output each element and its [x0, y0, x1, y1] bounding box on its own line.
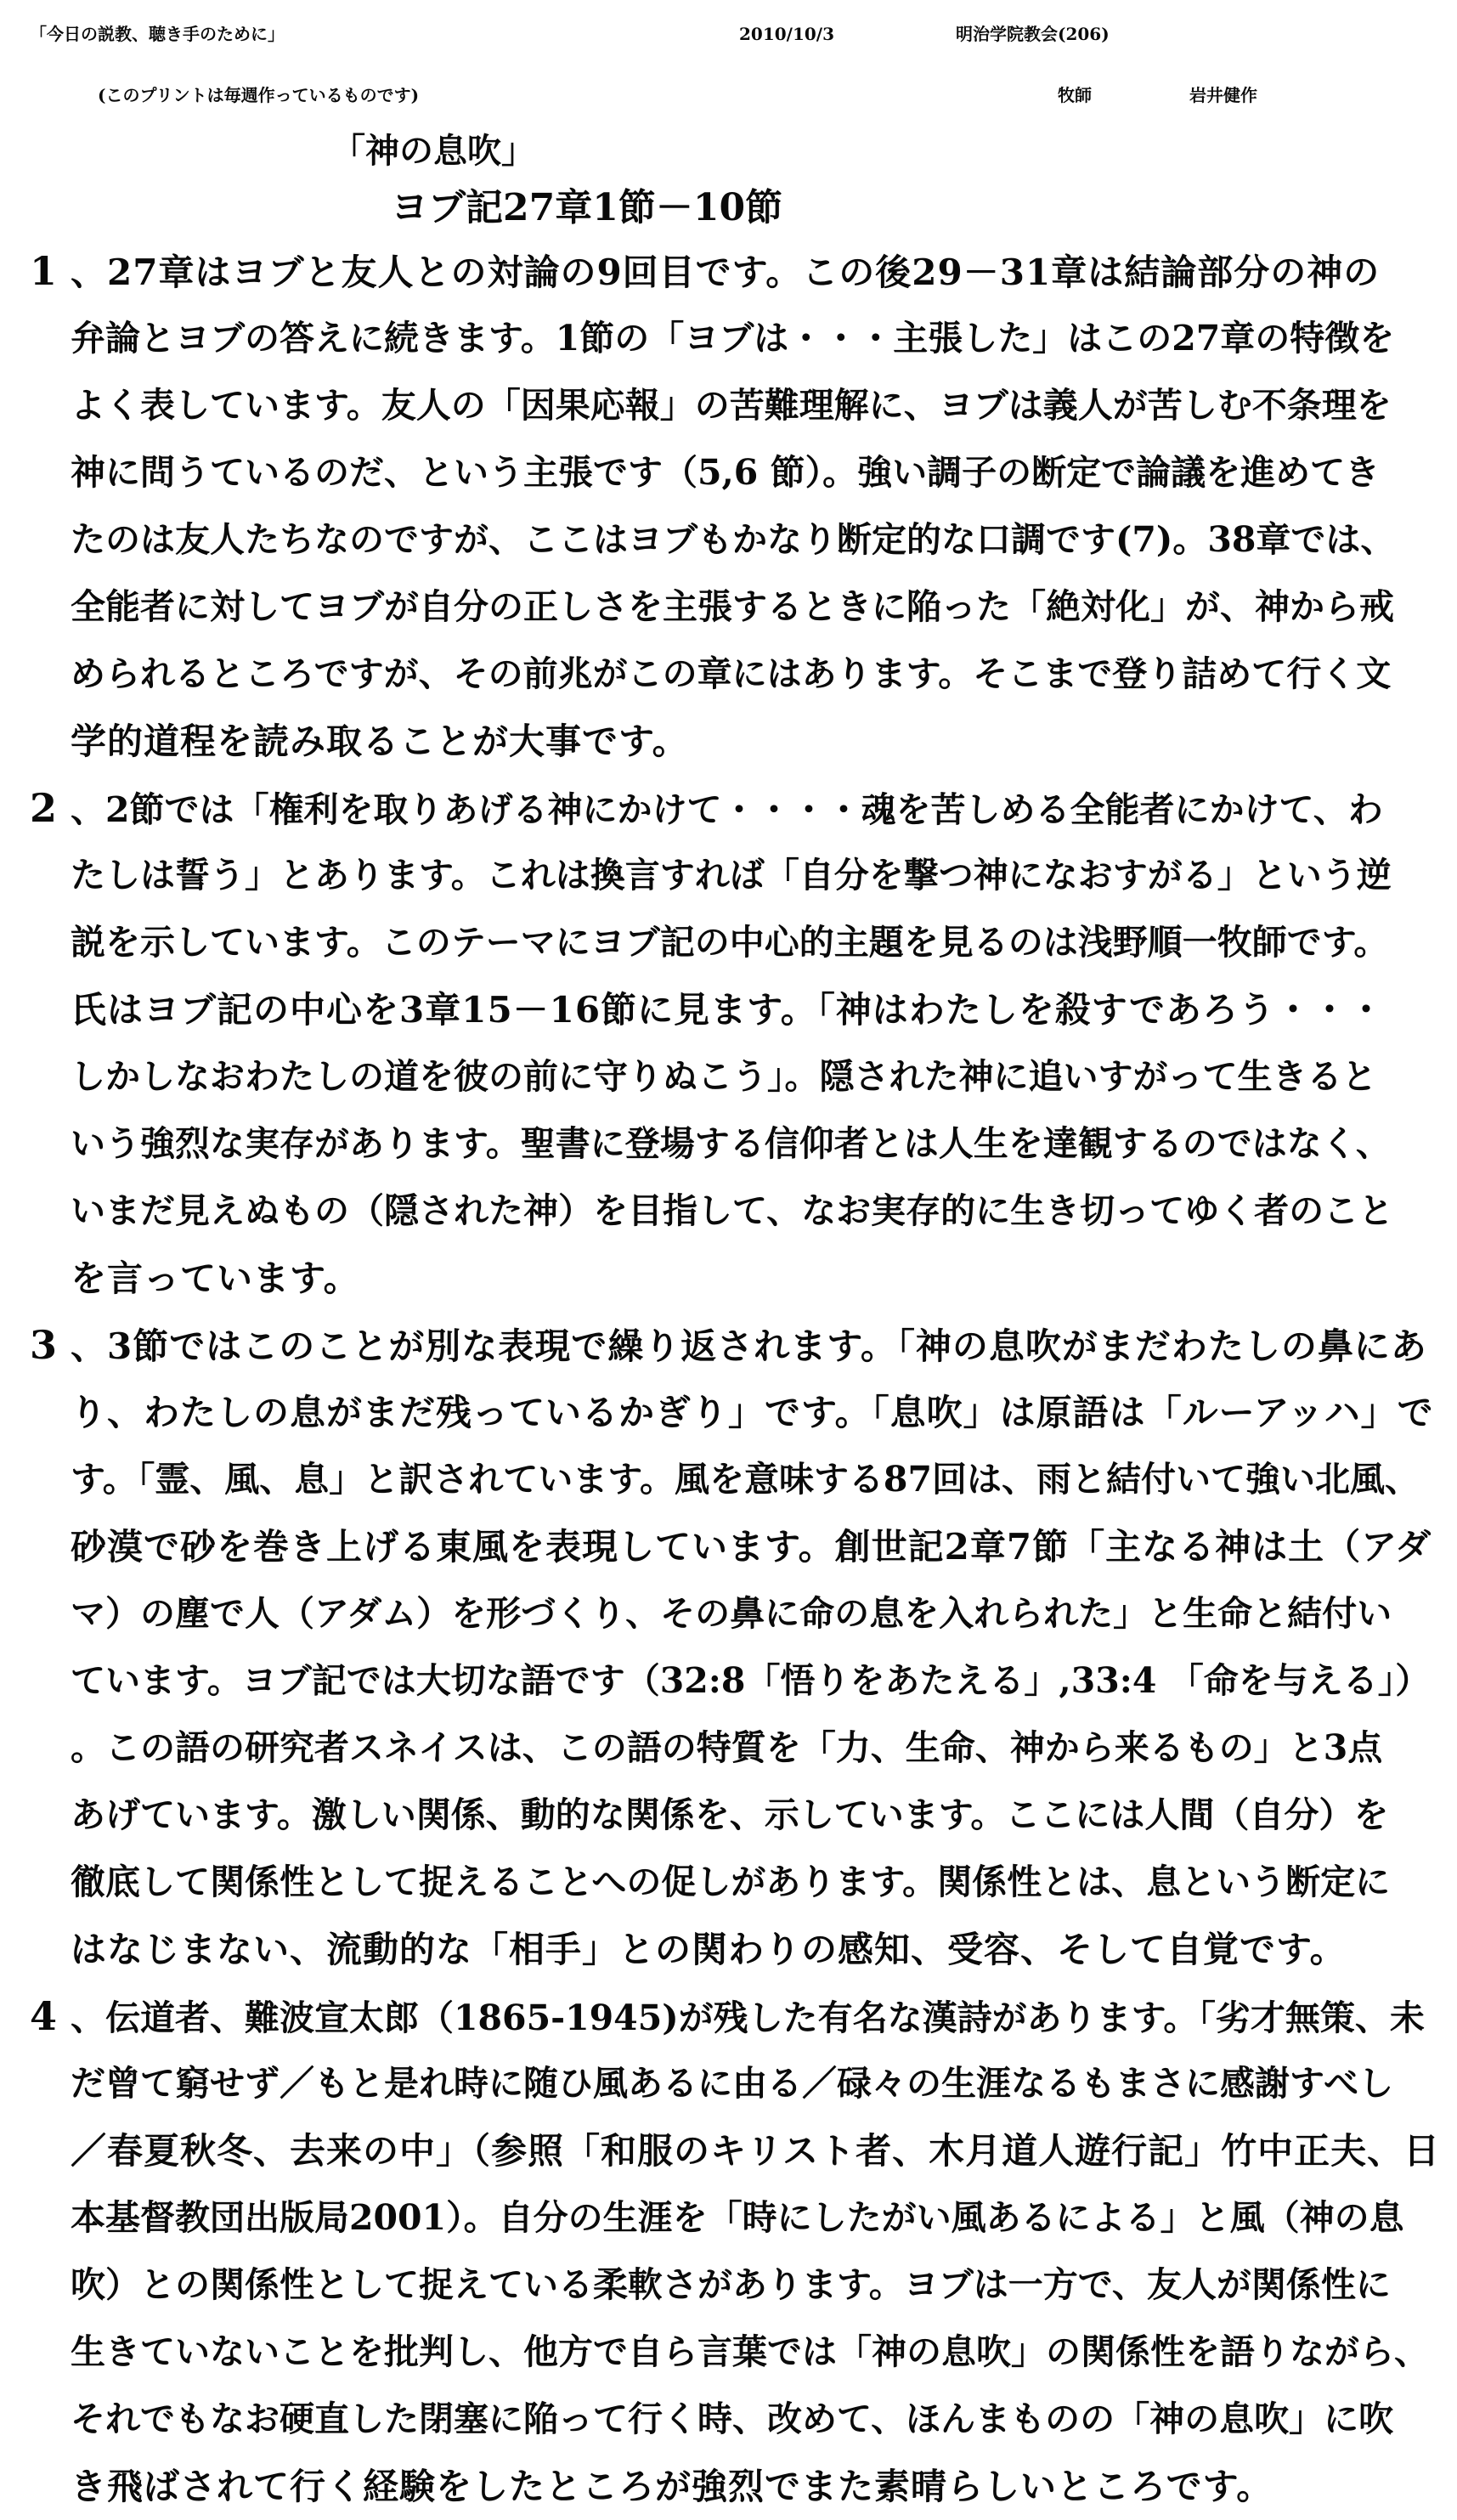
paragraph-2-line: 氏はヨブ記の中心を3章15－16節に見ます。「神はわたしを殺すであろう・・・	[71, 989, 1386, 1031]
paragraph-number: 2	[30, 785, 58, 831]
paragraph-4-line: き飛ばされて行く経験をしたところが強烈でまた素晴らしいところです。	[71, 2466, 1273, 2507]
paragraph-3-line: ています。ヨブ記では大切な語です（32:8「悟りをあたえる」,33:4 「命を与える」）	[71, 1660, 1431, 1701]
series-title: 「今日の説教、聴き手のために」	[30, 24, 285, 44]
paragraph-2-line: いう強烈な実存があります。聖書に登場する信仰者とは人生を達観するのではなく、	[71, 1123, 1391, 1164]
paragraph-number: 3	[30, 1322, 59, 1368]
pastor-name: 岩井健作	[1189, 85, 1257, 105]
sermon-title: 「神の息吹」	[331, 131, 535, 171]
church-name: 明治学院教会(206)	[956, 24, 1110, 44]
paragraph-1-line: 神に問うているのだ、という主張です（5,6 節）。強い調子の断定で論議を進めてき	[71, 452, 1381, 493]
sermon-body	[30, 238, 1440, 2520]
paragraph-4-line: 吹）との関係性として捉えている柔軟さがあります。ヨブは一方で、友人が関係性に	[71, 2264, 1391, 2305]
paragraph-2-line: いまだ見えぬもの（隠された神）を目指して、なお実存的に生き切ってゆく者のこと	[71, 1190, 1394, 1231]
paragraph-number: 1	[30, 248, 59, 294]
paragraph-2-line: 説を示しています。このテーマにヨブ記の中心的主題を見るのは浅野順一牧師です。	[71, 922, 1389, 963]
paragraph-3-line: 徹底して関係性として捉えることへの促しがあります。関係性とは、息という断定に	[71, 1862, 1391, 1902]
paragraph-number: 4	[30, 1993, 58, 2039]
paragraph-3-line-1: 3 、3節ではこのことが別な表現で繰り返されます。「神の息吹がまだわたしの鼻にあ	[30, 1312, 1440, 1379]
pastor-role: 牧師	[1058, 85, 1092, 105]
paragraph-3-line: 。この語の研究者スネイスは、この語の特質を「力、生命、神から来るもの」と3点	[71, 1727, 1383, 1768]
paragraph-4-line-1: 4 、伝道者、難波宣太郎（1865-1945)が残した有名な漢詩があります。「劣才無策、未	[30, 1983, 1440, 2050]
paragraph-2-line: たしは誓う」とあります。これは換言すれば「自分を撃つ神になおすがる」という逆	[71, 855, 1392, 896]
paragraph-4-line: だ曾て窮せず／もと是れ時に随ひ風あるに由る／碌々の生涯なるもまさに感謝すべし	[71, 2063, 1394, 2104]
paragraph-3-line: マ）の塵で人（アダム）を形づくり、その鼻に命の息を入れられた」と生命と結付い	[71, 1593, 1392, 1634]
header-row-2	[0, 70, 1457, 121]
paragraph-3-line: り、わたしの息がまだ残っているかぎり」です。「息吹」は原語は「ルーアッハ」で	[71, 1392, 1434, 1433]
header-row-1	[0, 8, 1457, 59]
paragraph-3-line: す。「霊、風、息」と訳されています。風を意味する87回は、雨と結付いて強い北風、	[71, 1459, 1420, 1500]
paragraph-2-line: しかしなおわたしの道を彼の前に守りぬこう」。隠された神に追いすがって生きると	[71, 1056, 1377, 1097]
paragraph-1-line: 全能者に対してヨブが自分の正しさを主張するときに陥った「絶対化」が、神から戒	[71, 586, 1394, 627]
paragraph-4-line: それでもなお硬直した閉塞に陥って行く時、改めて、ほんまものの「神の息吹」に吹	[71, 2399, 1394, 2439]
sermon-date: 2010/10/3	[739, 24, 835, 44]
paragraph-3-line: はなじまない、流動的な「相手」との関わりの感知、受容、そして自覚です。	[71, 1929, 1347, 1970]
paragraph-2-line: を言っています。	[71, 1257, 360, 1299]
paragraph-4-line: 生きていないことを批判し、他方で自ら言葉では「神の息吹」の関係性を語りながら、	[71, 2331, 1429, 2372]
paragraph-1-line-1: 1 、27章はヨブと友人との対論の9回目です。この後29－31章は結論部分の神の	[30, 238, 1440, 305]
paragraph-3-line: 砂漠で砂を巻き上げる東風を表現しています。創世記2章7節「主なる神は土（アダ	[71, 1526, 1432, 1568]
paragraph-1-line: 学的道程を読み取ることが大事です。	[71, 720, 689, 762]
paragraph-3-line: あげています。激しい関係、動的な関係を、示しています。ここには人間（自分）を	[71, 1794, 1389, 1835]
paragraph-1-line: たのは友人たちなのですが、ここはヨブもかなり断定的な口調です(7)。38章では、	[71, 519, 1396, 560]
print-note: (このプリントは毎週作っているものです)	[98, 85, 420, 105]
paragraph-1-line: められるところですが、その前兆がこの章にはあります。そこまで登り詰めて行く文	[71, 653, 1392, 694]
paragraph-1-line: よく表しています。友人の「因果応報」の苦難理解に、ヨブは義人が苦しむ不条理を	[71, 385, 1392, 426]
paragraph-2-line-1: 2 、2節では「権利を取りあげる神にかけて・・・・魂を苦しめる全能者にかけて、わ	[30, 775, 1440, 842]
scripture-reference: ヨブ記27章1節－10節	[391, 186, 783, 229]
paragraph-1-line: 弁論とヨブの答えに続きます。1節の「ヨブは・・・主張した」はこの27章の特徴を	[71, 318, 1395, 359]
paragraph-4-line: ／春夏秋冬、去来の中」（参照「和服のキリスト者、木月道人遊行記」竹中正夫、日	[71, 2130, 1441, 2172]
paragraph-4-line: 本基督教団出版局2001）。自分の生涯を「時にしたがい風あるによる」と風（神の息	[71, 2197, 1404, 2238]
